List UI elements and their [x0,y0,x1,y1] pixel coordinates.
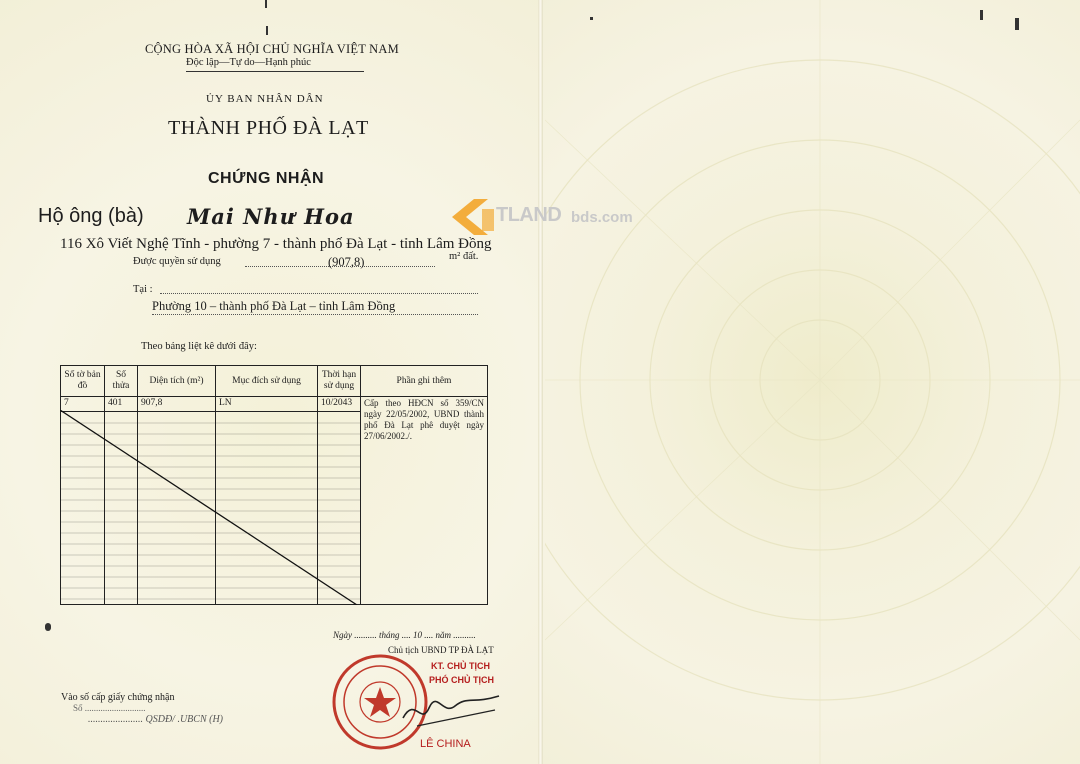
guilloche-pattern [545,0,1080,764]
signer-title: Chủ tịch UBND TP ĐÀ LẠT [388,645,494,655]
cell-area: 907,8 [138,397,216,412]
scan-speck [266,26,268,35]
deputy-stamp-line1: KT. CHỦ TỊCH [431,661,490,671]
scan-speck [265,0,267,8]
col-header-notes: Phần ghi thêm [361,366,488,397]
register-code: ...................... QSDĐ/ .UBCN (H) [88,714,223,725]
dotted-line [160,293,478,294]
col-header-area: Diện tích (m²) [138,366,216,397]
table-row [61,397,488,412]
location-label: Tại : [133,284,153,295]
country-name: CỘNG HÒA XÃ HỘI CHỦ NGHĨA VIỆT NAM [145,42,399,56]
empty-cell [105,412,138,605]
col-header-purpose: Mục đích sử dụng [216,366,318,397]
empty-cell [138,412,216,605]
owner-name: Mai Như Hoa [187,204,355,229]
city-title: THÀNH PHỐ ĐÀ LẠT [168,117,369,139]
scan-speck [1015,18,1019,30]
issue-date: Ngày .......... tháng .... 10 .... năm .......... [333,630,476,640]
scan-speck [45,623,51,631]
land-parcel-table [60,365,488,605]
motto-underline [186,71,364,72]
watermark-brand: TLAND [496,204,562,226]
document-title: CHỨNG NHẬN [208,170,325,187]
cell-map-sheet: 7 [61,397,105,412]
register-label: Vào số cấp giấy chứng nhận [61,692,175,703]
empty-cell [318,412,361,605]
handwritten-signature-image [395,686,505,736]
deputy-stamp-line2: PHÓ CHỦ TỊCH [429,675,494,685]
owner-prefix: Hộ ông (bà) [38,205,144,227]
dotted-line [152,314,478,315]
signer-name: LÊ CHINA [420,738,471,750]
list-intro: Theo bảng liệt kê dưới đây: [141,341,257,352]
cell-notes [361,397,488,605]
watermark-suffix: bds.com [571,209,633,226]
empty-cell [61,412,105,605]
table-header-row [61,366,488,397]
cell-term: 10/2043 [318,397,361,412]
notes-text: Cấp theo HĐCN số 359/CN ngày 22/05/2002, UBND thành phố Đà Lạt phê duyệt ngày 27/06/2002./. [364,398,484,441]
col-header-map-sheet: Số tờ bản đồ [61,366,105,397]
page-fold [538,0,543,764]
owner-address: 116 Xô Viết Nghệ Tĩnh - phường 7 - thành phố Đà Lạt - tỉnh Lâm Đồng [60,236,492,252]
register-serial: Số ........................... [73,703,146,713]
scan-speck [590,17,593,20]
land-area: (907,8) [328,255,365,269]
area-unit: m² đất. [449,251,479,262]
committee-label: ỦY BAN NHÂN DÂN [206,93,324,105]
usage-label: Được quyền sử dụng [133,256,221,267]
empty-cell [216,412,318,605]
cell-purpose: LN [216,397,318,412]
land-location: Phường 10 – thành phố Đà Lạt – tỉnh Lâm Đồng [152,299,396,313]
col-header-term: Thời hạn sử dụng [318,366,361,397]
scan-speck [980,10,983,20]
col-header-parcel-number: Số thửa [105,366,138,397]
cell-parcel-number: 401 [105,397,138,412]
national-motto: Độc lập—Tự do—Hạnh phúc [186,57,311,68]
